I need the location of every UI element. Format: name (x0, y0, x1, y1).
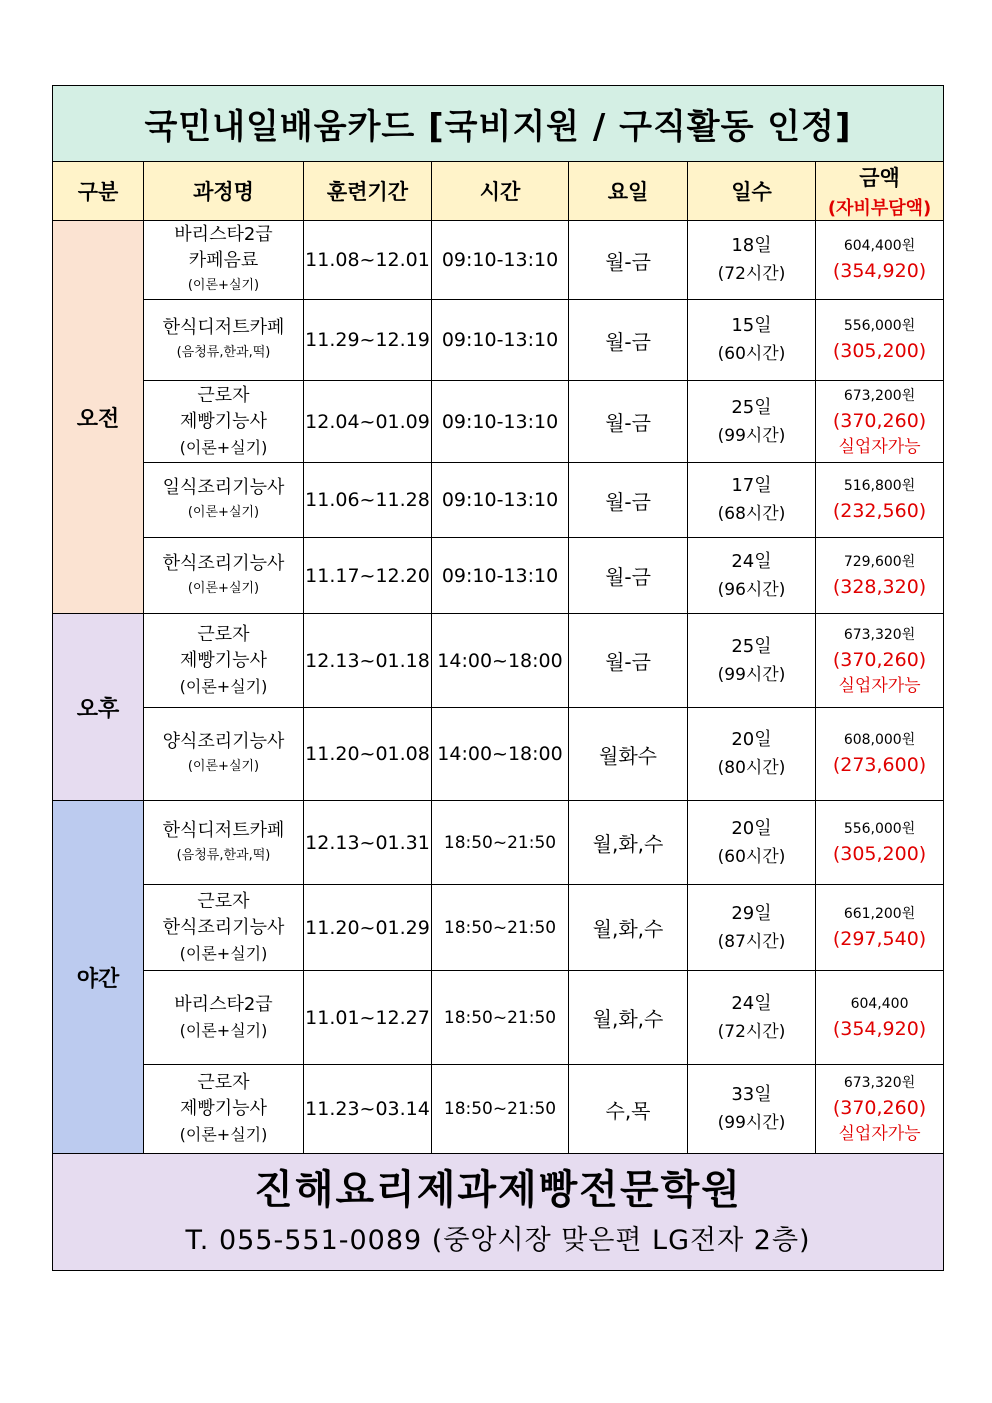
fee-full: 556,000원 (843, 820, 916, 837)
period-cell: 11.20~01.08 (304, 708, 432, 801)
course-note: (이론+실기) (187, 505, 260, 520)
days-cell: 월화수 (569, 708, 688, 801)
course-cell (144, 538, 304, 614)
section-morning: 오전 (53, 221, 144, 614)
fee-cell (816, 614, 944, 708)
fee-full: 673,320원 (843, 1075, 916, 1091)
fee-self-pay: (370,260) (832, 409, 927, 432)
header-days: 요일 (569, 162, 688, 221)
hour-count: (80시간) (717, 758, 786, 778)
fee-cell (816, 971, 944, 1065)
section-afternoon: 오후 (53, 614, 144, 801)
academy-contact: T. 055-551-0089 (중앙시장 맞은편 LG전자 2층) (185, 1225, 811, 1256)
fee-self-pay: (297,540) (832, 927, 927, 950)
count-cell (688, 381, 816, 463)
header-fee-note: (자비부담액) (827, 198, 932, 219)
course-name: 한식디저트카페 (162, 819, 285, 841)
course-name-line2: 제빵기능사 (180, 410, 267, 432)
day-count: 20일 (731, 817, 772, 839)
fee-self-pay: (232,560) (832, 500, 927, 522)
table-row (53, 708, 944, 801)
course-name: 근로자 (197, 623, 250, 645)
section-night: 야간 (53, 801, 144, 1154)
course-table (52, 85, 944, 1271)
course-name: 근로자 (197, 1072, 250, 1093)
course-cell (144, 614, 304, 708)
course-note: (이론+실기) (187, 580, 260, 596)
hour-count: (72시간) (717, 264, 786, 284)
days-cell: 월,화,수 (569, 801, 688, 885)
course-name-line2: 한식조리기능사 (162, 916, 285, 938)
fee-full: 556,000원 (843, 318, 916, 334)
fee-cell (816, 538, 944, 614)
fee-self-pay: (354,920) (832, 260, 927, 282)
fee-cell (816, 381, 944, 463)
fee-self-pay: (305,200) (832, 842, 927, 865)
period-cell: 11.01~12.27 (304, 971, 432, 1065)
course-schedule-sheet (52, 85, 943, 1271)
days-cell: 월,화,수 (569, 885, 688, 971)
course-name: 일식조리기능사 (162, 477, 285, 498)
day-count: 24일 (731, 992, 772, 1014)
course-name: 바리스타2급 (174, 993, 273, 1015)
fee-full: 729,600원 (843, 553, 916, 570)
fee-extra-note: 실업자가능 (838, 675, 921, 696)
day-count: 33일 (731, 1084, 772, 1105)
fee-full: 661,200원 (843, 905, 916, 922)
period-cell: 11.29~12.19 (304, 300, 432, 381)
days-cell: 월-금 (569, 300, 688, 381)
course-note: (이론+실기) (187, 278, 260, 293)
table-row (53, 801, 944, 885)
header-period: 훈련기간 (304, 162, 432, 221)
course-cell (144, 971, 304, 1065)
table-row (53, 300, 944, 381)
count-cell (688, 614, 816, 708)
time-cell: 09:10-13:10 (432, 221, 569, 300)
fee-full: 673,200원 (843, 387, 916, 404)
period-cell: 12.13~01.18 (304, 614, 432, 708)
course-name-line2: 제빵기능사 (180, 649, 267, 671)
fee-full: 608,000원 (843, 732, 916, 748)
header-course: 과정명 (144, 162, 304, 221)
footer-cell (53, 1154, 944, 1271)
course-note: (이론+실기) (179, 1125, 268, 1144)
period-cell: 11.17~12.20 (304, 538, 432, 614)
hour-count: (60시간) (717, 344, 786, 364)
footer-row (53, 1154, 944, 1271)
day-count: 20일 (731, 729, 772, 750)
fee-self-pay: (354,920) (832, 1017, 927, 1040)
count-cell (688, 971, 816, 1065)
course-cell (144, 463, 304, 538)
course-cell (144, 300, 304, 381)
fee-self-pay: (370,260) (832, 648, 927, 671)
hour-count: (87시간) (717, 931, 786, 952)
table-row (53, 221, 944, 300)
fee-full: 516,800원 (843, 478, 916, 494)
period-cell: 11.20~01.29 (304, 885, 432, 971)
header-fee (816, 162, 944, 221)
table-row (53, 971, 944, 1065)
count-cell (688, 300, 816, 381)
course-cell (144, 708, 304, 801)
course-note: (이론+실기) (179, 1020, 268, 1040)
header-section: 구분 (53, 162, 144, 221)
table-row (53, 381, 944, 463)
fee-extra-note: 실업자가능 (838, 1124, 921, 1144)
period-cell: 11.23~03.14 (304, 1065, 432, 1154)
day-count: 25일 (731, 635, 772, 657)
course-cell (144, 221, 304, 300)
fee-cell (816, 463, 944, 538)
time-cell: 18:50~21:50 (432, 1065, 569, 1154)
period-cell: 11.08~12.01 (304, 221, 432, 300)
time-cell: 09:10-13:10 (432, 463, 569, 538)
header-row (53, 162, 944, 221)
hour-count: (60시간) (717, 846, 786, 867)
fee-cell (816, 1065, 944, 1154)
fee-self-pay: (370,260) (832, 1097, 927, 1119)
time-cell: 18:50~21:50 (432, 885, 569, 971)
fee-full: 604,400 (850, 995, 909, 1012)
course-note: (이론+실기) (179, 437, 268, 457)
course-name: 한식조리기능사 (162, 552, 285, 574)
fee-cell (816, 801, 944, 885)
course-note: (음청류,한과,떡) (176, 847, 271, 863)
header-time: 시간 (432, 162, 569, 221)
course-cell (144, 885, 304, 971)
time-cell: 09:10-13:10 (432, 538, 569, 614)
hour-count: (99시간) (717, 425, 786, 446)
days-cell: 월-금 (569, 538, 688, 614)
fee-self-pay: (305,200) (832, 340, 927, 362)
fee-self-pay: (328,320) (832, 575, 927, 598)
time-cell: 09:10-13:10 (432, 381, 569, 463)
course-cell (144, 1065, 304, 1154)
time-cell: 14:00~18:00 (432, 708, 569, 801)
hour-count: (99시간) (717, 1113, 786, 1133)
hour-count: (72시간) (717, 1021, 786, 1042)
course-cell (144, 801, 304, 885)
course-note: (음청류,한과,떡) (176, 345, 271, 360)
days-cell: 월-금 (569, 614, 688, 708)
days-cell: 월-금 (569, 221, 688, 300)
header-fee-label: 금액 (859, 166, 900, 190)
course-name: 양식조리기능사 (162, 731, 285, 752)
period-cell: 11.06~11.28 (304, 463, 432, 538)
count-cell (688, 463, 816, 538)
fee-cell (816, 221, 944, 300)
hour-count: (96시간) (717, 579, 786, 600)
time-cell: 18:50~21:50 (432, 801, 569, 885)
count-cell (688, 221, 816, 300)
day-count: 15일 (731, 315, 772, 336)
course-note: (이론+실기) (179, 676, 268, 696)
title-row (53, 86, 944, 162)
day-count: 18일 (731, 235, 772, 256)
course-name: 근로자 (197, 890, 250, 912)
academy-name: 진해요리제과제빵전문학원 (254, 1167, 742, 1213)
count-cell (688, 538, 816, 614)
course-name-line2: 카페음료 (188, 250, 259, 271)
period-cell: 12.04~01.09 (304, 381, 432, 463)
fee-extra-note: 실업자가능 (838, 436, 921, 457)
fee-cell (816, 300, 944, 381)
course-name: 바리스타2급 (174, 224, 273, 245)
course-name-line2: 제빵기능사 (180, 1098, 267, 1119)
count-cell (688, 801, 816, 885)
fee-cell (816, 885, 944, 971)
fee-cell (816, 708, 944, 801)
course-name: 한식디저트카페 (162, 317, 285, 338)
day-count: 17일 (731, 475, 772, 496)
time-cell: 14:00~18:00 (432, 614, 569, 708)
days-cell: 월-금 (569, 463, 688, 538)
period-cell: 12.13~01.31 (304, 801, 432, 885)
count-cell (688, 708, 816, 801)
count-cell (688, 1065, 816, 1154)
day-count: 29일 (731, 902, 772, 924)
course-note: (이론+실기) (187, 759, 260, 774)
course-cell (144, 381, 304, 463)
course-note: (이론+실기) (179, 943, 268, 963)
count-cell (688, 885, 816, 971)
fee-self-pay: (273,600) (832, 754, 927, 776)
days-cell: 월-금 (569, 381, 688, 463)
course-name: 근로자 (197, 384, 250, 406)
fee-full: 673,320원 (843, 626, 916, 643)
hour-count: (68시간) (717, 504, 786, 524)
table-row (53, 1065, 944, 1154)
page-title: 국민내일배움카드 [국비지원 / 구직활동 인정] (53, 86, 944, 162)
time-cell: 18:50~21:50 (432, 971, 569, 1065)
table-row (53, 463, 944, 538)
hour-count: (99시간) (717, 664, 786, 685)
fee-full: 604,400원 (843, 238, 916, 254)
table-row (53, 614, 944, 708)
days-cell: 월,화,수 (569, 971, 688, 1065)
day-count: 24일 (731, 550, 772, 572)
header-count: 일수 (688, 162, 816, 221)
table-row (53, 538, 944, 614)
day-count: 25일 (731, 396, 772, 418)
time-cell: 09:10-13:10 (432, 300, 569, 381)
table-row (53, 885, 944, 971)
days-cell: 수,목 (569, 1065, 688, 1154)
